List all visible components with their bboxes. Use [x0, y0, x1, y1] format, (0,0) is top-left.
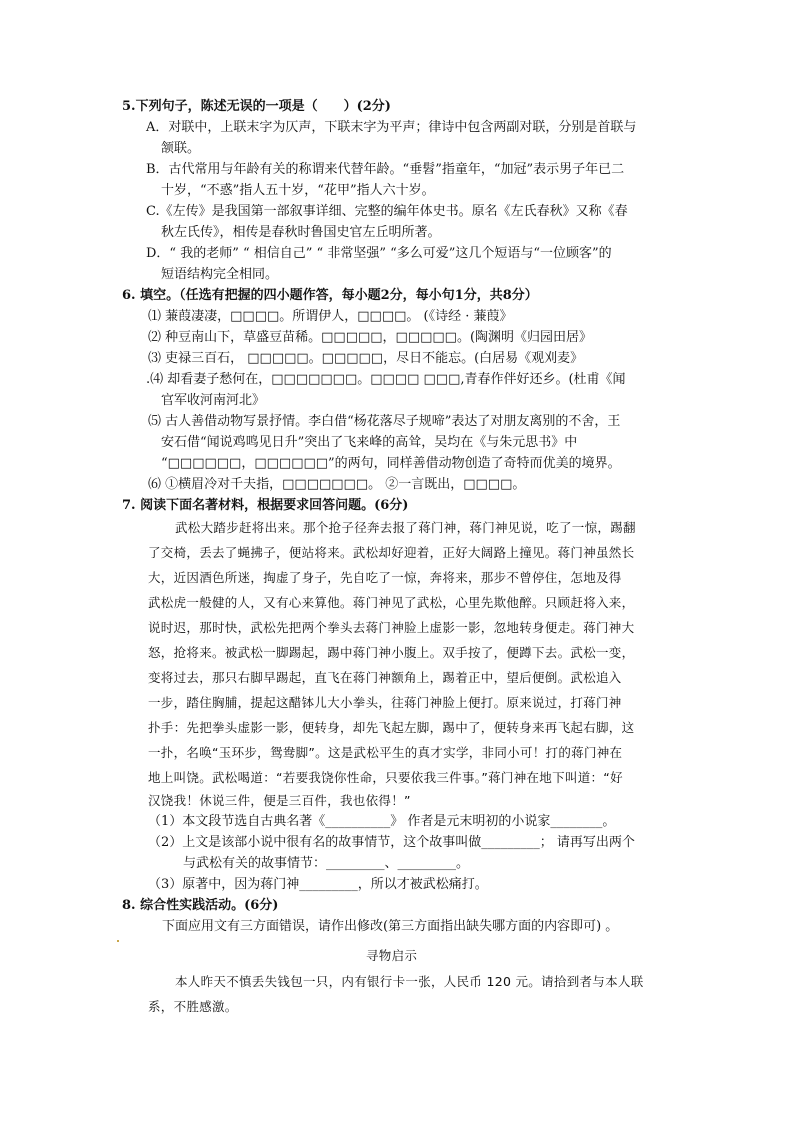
- q6-item-5-line1: ⑸ 古人善借动物写景抒情。李白借“杨花落尽子规啼”表达了对朋友离别的不舍，王: [148, 414, 621, 429]
- q7-passage-line: 大，近因酒色所迷，掏虚了身子，先自吃了一惊，奔将来，那步不曾停住，怎地及得: [148, 570, 622, 585]
- q6-item-5-line2: 安石借“闻说鸡鸣见日升”突出了飞来峰的高耸，吴均在《与朱元思书》中: [161, 435, 578, 450]
- q5-option-b-line2: 十岁，“不惑”指人五十岁，“花甲”指人六十岁。: [161, 183, 435, 198]
- q6-item-5-line3: “□□□□□□，□□□□□□”的两句，同样善借动物创造了奇特而优美的境界。: [161, 456, 621, 471]
- q7-passage-line: 武松虎一般健的人，又有心来算他。蒋门神见了武松，心里先欺他醉。只顾赶将入来，: [148, 595, 635, 610]
- notice-title: 寻物启示: [366, 948, 418, 963]
- q6-item-3: ⑶ 吏禄三百石， □□□□□。□□□□□，尽日不能忘。(白居易《观刈麦》: [148, 351, 584, 366]
- q7-subquestion-2-line2: 与武松有关的故事情节：_________、_________。: [183, 856, 470, 871]
- q5-option-a-line1: A．对联中，上联末字为仄声，下联末字为平声；律诗中包含两副对联，分别是首联与: [146, 120, 637, 135]
- q5-option-a-line2: 颔联。: [161, 141, 201, 156]
- q7-subquestion-3: （3）原著中，因为蒋门神_________，所以才被武松痛打。: [148, 877, 488, 892]
- q5-option-d-line2: 短语结构完全相同。: [161, 267, 279, 282]
- q7-passage-line: 一步，踏住胸脯，提起这醋钵儿大小拳头，往蒋门神脸上便打。原来说过，打蒋门神: [148, 695, 622, 710]
- q8-intro: 下面应用文有三方面错误，请作出修改(第三方面指出缺失哪方面的内容即可) 。: [162, 919, 619, 934]
- q7-passage-line: 武松大踏步赶将出来。那个抢子径奔去报了蒋门神，蒋门神见说，吃了一惊，踢翻: [175, 520, 636, 535]
- q6-item-4-line2: 官军收河南河北》: [161, 393, 266, 408]
- q5-option-c-line2: 秋左氏传》，相传是春秋时鲁国史官左丘明所著。: [161, 225, 441, 240]
- q5-option-c-line1: C.《左传》是我国第一部叙事详细、完整的编年体史书。原名《左氏春秋》又称《春: [146, 204, 628, 219]
- q7-passage-line: 了交椅，丢去了蝇拂子，便站将来。武松却好迎着，正好大阔路上撞见。蒋门神虽然长: [148, 545, 635, 560]
- q7-passage-line: 汉饶我！休说三件，便是三百件，我也依得！”: [148, 793, 411, 808]
- q7-passage-line: 变将过去，那只右脚早踢起，直飞在蒋门神额角上，踢着正中，望后便倒。武松追入: [148, 670, 622, 685]
- q7-passage-line: 说时迟，那时快，武松先把两个拳头去蒋门神脸上虚影一影，忽地转身便走。蒋门神大: [148, 620, 635, 635]
- notice-body-line2: 系，不胜感激。: [148, 999, 238, 1014]
- q7-passage-line: 地上叫饶。武松喝道：“若要我饶你性命，只要依我三件事。”蒋门神在地下叫道：“好: [148, 770, 623, 785]
- q5-option-b-line1: B．古代常用与年龄有关的称谓来代替年龄。“垂髫”指童年，“加冠”表示男子年已二: [146, 162, 625, 177]
- q7-passage-line: 一扑，名唤“玉环步，鸳鸯脚”。这是武松平生的真才实学，非同小可！打的蒋门神在: [148, 745, 623, 760]
- q7-passage-line: 扑手：先把拳头虚影一影，便转身，却先飞起左脚，踢中了，便转身来再飞起右脚，这: [148, 720, 635, 735]
- q6-item-4-line1: .⑷ 却看妻子愁何在，□□□□□□□。□□□□ □□□,青春作伴好还乡。(杜甫《闻: [146, 372, 626, 387]
- stray-mark: [117, 940, 119, 942]
- q6-stem: 6. 填空。（任选有把握的四小题作答，每小题2分，每小句1分，共8分）: [122, 288, 538, 303]
- q7-subquestion-2-line1: （2）上文是该部小说中很有名的故事情节，这个故事叫做_________； 请再写出两个: [148, 835, 635, 850]
- q6-item-1: ⑴ 蒹葭凄凄，□□□□。所谓伊人，□□□□。 (《诗经 · 蒹葭》: [148, 309, 513, 324]
- q5-option-d-line1: D．“ 我的老师” “ 相信自己” “ 非常坚强” “多么可爱”这几个短语与“一位顾客”的: [146, 246, 612, 261]
- notice-body-line1: 本人昨天不慎丢失钱包一只，内有银行卡一张，人民币 120 元。请拾到者与本人联: [175, 974, 644, 989]
- q6-item-2: ⑵ 种豆南山下，草盛豆苗稀。□□□□□，□□□□□。(陶渊明《归园田居》: [148, 330, 593, 345]
- q7-subquestion-1: （1）本文段节选自古典名著《__________》 作者是元末明初的小说家________。: [148, 814, 616, 829]
- q5-stem: 5.下列句子，陈述无误的一项是（ ）(2分): [122, 99, 391, 114]
- q8-stem: 8. 综合性实践活动。(6分): [122, 898, 279, 913]
- q7-stem: 7. 阅读下面名著材料，根据要求回答问题。(6分): [122, 498, 409, 513]
- q7-passage-line: 怒，抢将来。被武松一脚踢起，踢中蒋门神小腹上。双手按了，便蹲下去。武松一变，: [148, 645, 635, 660]
- q6-item-6: ⑹ ①横眉冷对千夫指，□□□□□□□。 ②一言既出，□□□□。: [148, 477, 526, 492]
